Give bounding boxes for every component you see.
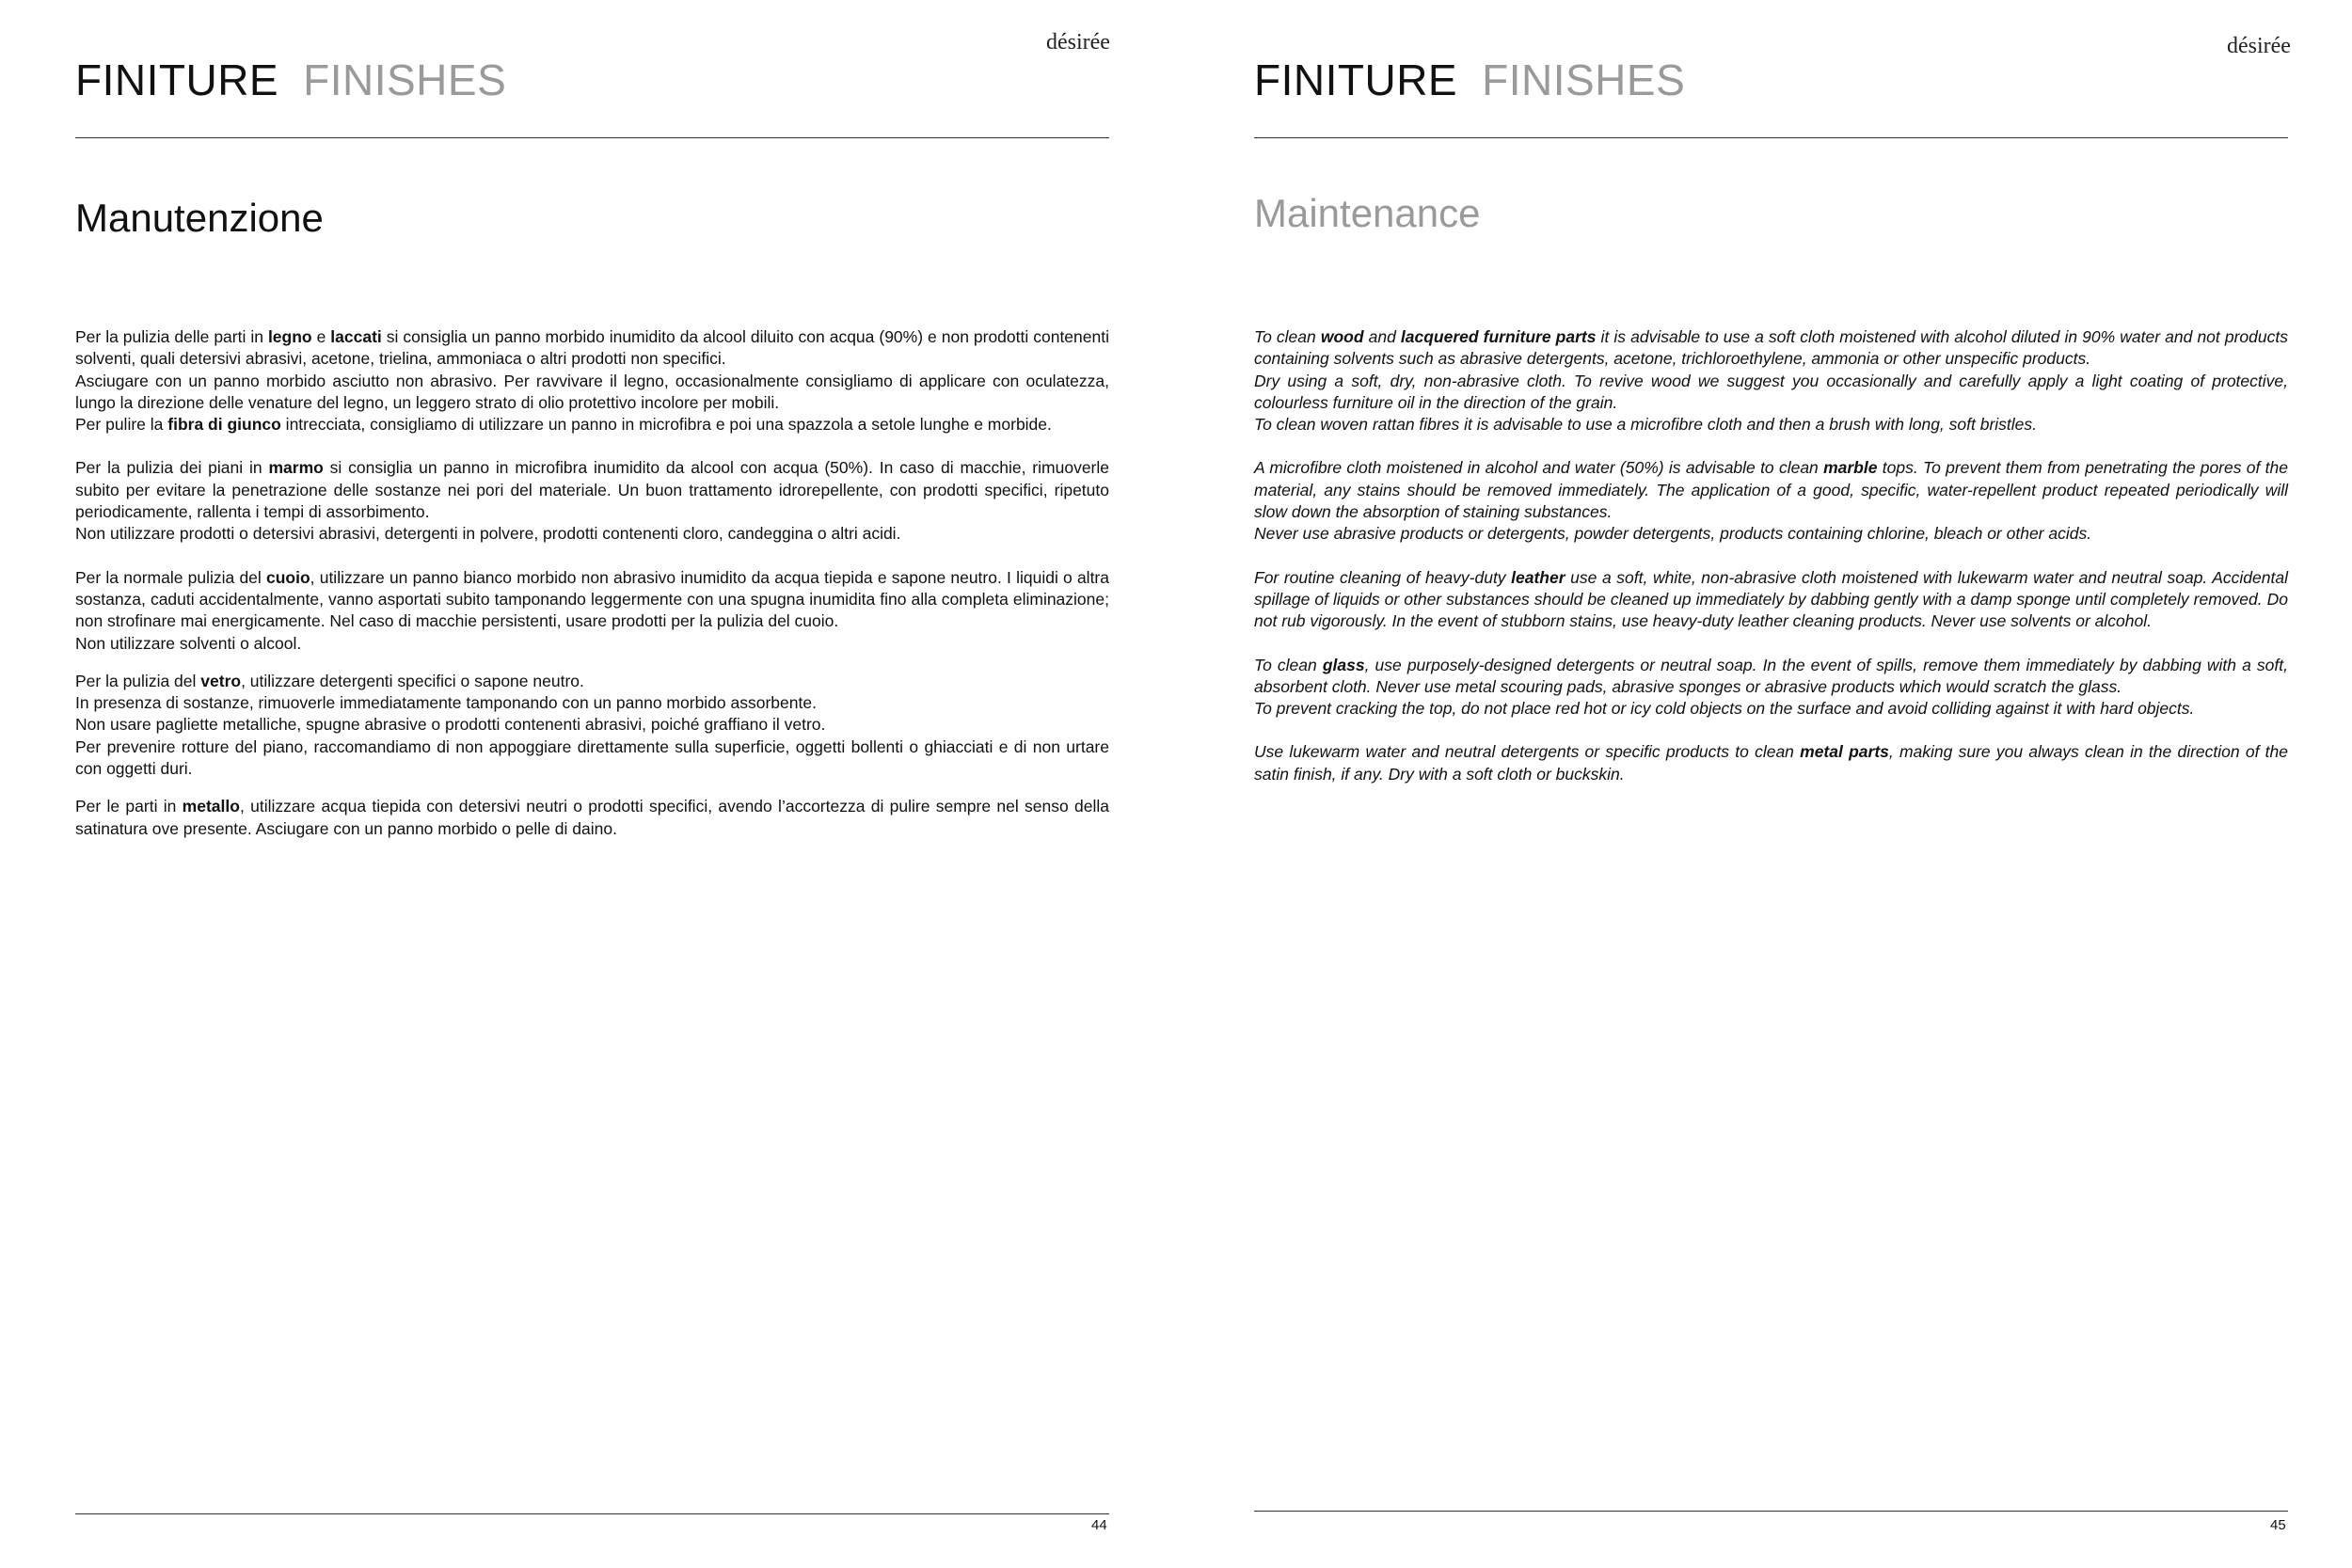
brand-logo: désirée — [2227, 34, 2291, 58]
emphasis-term: cuoio — [265, 567, 310, 587]
page-number: 44 — [1091, 1517, 1107, 1533]
emphasis-term: wood — [1320, 327, 1364, 346]
footer-divider — [1254, 1511, 2288, 1512]
emphasis-term: metal parts — [1800, 742, 1889, 762]
right-page — [1176, 0, 2352, 1568]
emphasis-term: marmo — [268, 458, 324, 478]
body-text — [1254, 326, 2288, 807]
emphasis-term: marble — [1823, 458, 1878, 478]
paragraph: A microfibre cloth moistened in alcohol and water (50%) is advisable to clean marble tops. To prevent them from penetrating the pores of the material, any stains should be removed immediately. The application of a good, specific, water-repellent product repeated periodically will slow down the absorption of staining substances. Never use abrasive products or detergents, powder detergents, products containing chlorine, bleach or other acids. — [1254, 458, 2288, 544]
paragraph: To clean wood and lacquered furniture parts it is advisable to use a soft cloth moistened with alcohol diluted in 90% water and not products containing solvents such as abrasive detergents, acetone, trichloroethylene, ammonia or other unspecific products. Dry using a soft, dry, non-abrasive cloth. To revive wood we suggest you occasionally and carefully apply a light coating of protective, colourless furniture oil in the direction of the grain. To clean woven rattan fibres it is advisable to use a microfibre cloth and then a brush with long, soft bristles. — [1254, 327, 2288, 435]
emphasis-term: glass — [1322, 655, 1365, 674]
emphasis-term: vetro — [200, 671, 242, 690]
header-title-italian: FINITURE — [1254, 55, 1458, 104]
header-divider — [75, 137, 1109, 138]
footer-divider — [75, 1513, 1109, 1514]
page-number: 45 — [2270, 1517, 2286, 1533]
emphasis-term: fibra di giunco — [167, 415, 281, 435]
section-title: Manutenzione — [75, 196, 324, 240]
page-header-title — [1254, 55, 1685, 105]
header-title-italian: FINITURE — [75, 55, 279, 104]
paragraph: For routine cleaning of heavy-duty leather use a soft, white, non-abrasive cloth moistened with lukewarm water and neutral soap. Accidental spillage of liquids or other substances should be cleaned up immediately by dabbing gently with a damp sponge until completely removed. Do not rub vigorously. In the event of stubborn stains, use heavy-duty leather cleaning products. Never use solvents or alcohol. — [1254, 567, 2288, 631]
header-title-english: FINISHES — [1482, 55, 1686, 104]
emphasis-term: metallo — [182, 797, 240, 816]
paragraph: Per le parti in metallo, utilizzare acqua tiepida con detersivi neutri o prodotti specifici, avendo l’accortezza di pulire sempre nel senso della satinatura ove presente. Asciugare con un panno morbido o pelle di daino. — [75, 797, 1109, 838]
header-divider — [1254, 137, 2288, 138]
paragraph: Per la pulizia delle parti in legno e laccati si consiglia un panno morbido inumidito da alcool diluito con acqua (90%) e non prodotti contenenti solventi, quali detersivi abrasivi, acetone, trielina, ammoniaca o altri prodotti non specifici. Asciugare con un panno morbido asciutto non abrasivo. Per ravvivare il legno, occasionalmente consigliamo di applicare con oculatezza, lungo la direzione delle venature del legno, un leggero strato di olio protettivo incolore per mobili. Per pulire la fibra di giunco intrecciata, consigliamo di utilizzare un panno in microfibra e poi una spazzola a setole lunghe e morbide. — [75, 327, 1109, 435]
paragraph: Use lukewarm water and neutral detergents or specific products to clean metal parts, making sure you always clean in the direction of the satin finish, if any. Dry with a soft cloth or buckskin. — [1254, 742, 2288, 784]
body-text — [75, 326, 1109, 862]
paragraph: Per la pulizia del vetro, utilizzare detergenti specifici o sapone neutro. In presenza di sostanze, rimuoverle immediatamente tamponando con un panno morbido assorbente. Non usare pagliette metalliche, spugne abrasive o prodotti contenenti abrasivi, poiché graffiano il vetro. Per prevenire rotture del piano, raccomandiamo di non appoggiare direttamente sulla superficie, oggetti bollenti o ghiacciati e di non urtare con oggetti duri. — [75, 671, 1109, 779]
emphasis-term: lacquered furniture parts — [1400, 327, 1597, 346]
emphasis-term: leather — [1511, 567, 1565, 587]
paragraph: To clean glass, use purposely-designed detergents or neutral soap. In the event of spills, remove them immediately by dabbing with a soft, absorbent cloth. Never use metal scouring pads, abrasive sponges or abrasive products which would scratch the glass. To prevent cracking the top, do not place red hot or icy cold objects on the surface and avoid colliding against it with hard objects. — [1254, 655, 2288, 719]
paragraph: Per la pulizia dei piani in marmo si consiglia un panno in microfibra inumidito da alcool con acqua (50%). In caso di macchie, rimuoverle subito per evitare la penetrazione delle sostanze nei pori del materiale. Un buon trattamento idrorepellente, con prodotti specifici, ripetuto periodicamente, rallenta i tempi di assorbimento. Non utilizzare prodotti o detersivi abrasivi, detergenti in polvere, prodotti contenenti cloro, candeggina o altri acidi. — [75, 458, 1109, 544]
section-title: Maintenance — [1254, 191, 1481, 235]
header-title-english: FINISHES — [303, 55, 507, 104]
paragraph: Per la normale pulizia del cuoio, utilizzare un panno bianco morbido non abrasivo inumidito da acqua tiepida e sapone neutro. I liquidi o altra sostanza, caduti accidentalmente, vanno asportati subito tamponando leggermente con una spugna inumidita fino alla completa eliminazione; non strofinare mai energicamente. Nel caso di macchie persistenti, usare prodotti per la pulizia del cuoio. Non utilizzare solventi o alcool. — [75, 567, 1109, 653]
emphasis-term: laccati — [330, 327, 382, 346]
page-header-title — [75, 55, 506, 105]
emphasis-term: legno — [267, 327, 312, 346]
brand-logo: désirée — [1046, 30, 1110, 55]
